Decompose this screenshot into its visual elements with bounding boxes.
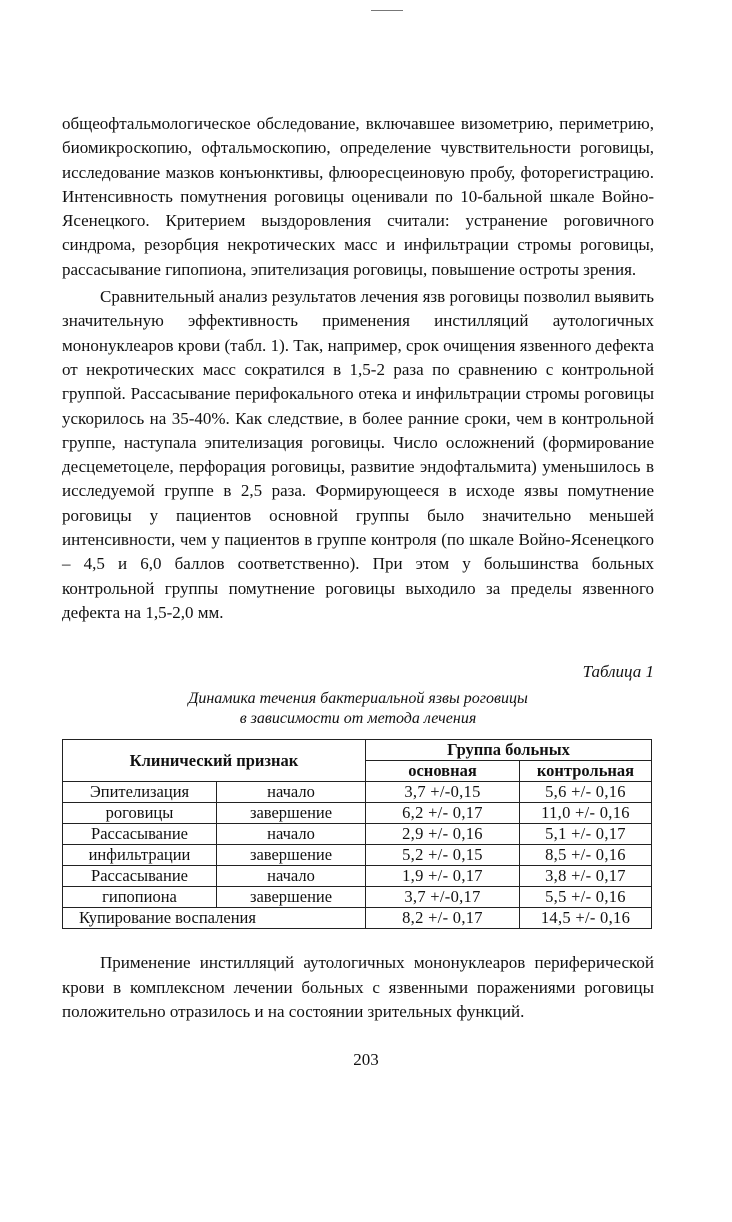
cell-control: 11,0 +/- 0,16 (520, 803, 652, 824)
table-row (63, 866, 652, 887)
cell-main: 5,2 +/- 0,15 (366, 845, 520, 866)
results-table (62, 739, 652, 929)
cell-sign: Рассасывание (63, 866, 217, 887)
header-clinical-sign: Клинический признак (63, 740, 366, 782)
paragraph-1: общеофтальмологическое обследование, включавшее визометрию, периметрию, биомикроскопию, офтальмоскопию, определение чувствительности роговицы, исследование мазков конъюнктивы, флюоресцеиновую пробу, фоторегистрацию. Интенсивность помутнения роговицы оценивали по 10-бальной шкале Войно-Ясенецкого. Критерием выздоровления считали: устранение роговичного синдрома, резорбция некротических масс и инфильтрации стромы роговицы, рассасывание гипопиона, эпителизация роговицы, повышение остроты зрения. (62, 114, 654, 279)
cell-main: 2,9 +/- 0,16 (366, 824, 520, 845)
cell-stage: завершение (217, 803, 366, 824)
cell-sign: роговицы (63, 803, 217, 824)
cell-stage: начало (217, 824, 366, 845)
cell-main: 3,7 +/-0,17 (366, 887, 520, 908)
cell-sign: Рассасывание (63, 824, 217, 845)
cell-control: 8,5 +/- 0,16 (520, 845, 652, 866)
cell-stage: завершение (217, 887, 366, 908)
cell-stage: начало (217, 866, 366, 887)
cell-sign: Эпителизация (63, 782, 217, 803)
table-row (63, 782, 652, 803)
cell-main: 6,2 +/- 0,17 (366, 803, 520, 824)
top-rule (371, 10, 403, 11)
cell-sign: инфильтрации (63, 845, 217, 866)
cell-sign: гипопиона (63, 887, 217, 908)
cell-control: 3,8 +/- 0,17 (520, 866, 652, 887)
table-header-row-1 (63, 740, 652, 761)
table-row-inflammation (63, 908, 652, 929)
cell-control: 5,1 +/- 0,17 (520, 824, 652, 845)
cell-sign: Купирование воспаления (63, 908, 366, 929)
table-row (63, 824, 652, 845)
cell-control: 5,5 +/- 0,16 (520, 887, 652, 908)
paragraph-3: Применение инстилляций аутологичных мононуклеаров периферической крови в комплексном лечении больных с язвенными поражениями роговицы положительно отразилось и на состоянии зрительных функций. (62, 953, 654, 1021)
cell-control: 14,5 +/- 0,16 (520, 908, 652, 929)
page-content (62, 112, 654, 1024)
cell-control: 5,6 +/- 0,16 (520, 782, 652, 803)
table-row (63, 845, 652, 866)
table-row (63, 803, 652, 824)
page-number: 203 (353, 1050, 379, 1069)
header-patient-group: Группа больных (366, 740, 652, 761)
table-row (63, 887, 652, 908)
paragraph-2: Сравнительный анализ результатов лечения язв роговицы позволил выявить значительную эффективность применения инстилляций аутологичных мононуклеаров крови (табл. 1). Так, например, срок очищения язвенного дефекта от некротических масс сократился в 1,5-2 раза по сравнению с контрольной группой. Рассасывание перифокального отека и инфильтрации стромы роговицы ускорилось на 35-40%. Как следствие, в более ранние сроки, чем в контрольной группе, наступала эпителизация роговицы. Число осложнений (формирование десцеметоцеле, перфорация роговицы, развитие эндофтальмита) уменьшилось в исследуемой группе в 2,5 раза. Формирующееся в исходе язвы помутнение роговицы у пациентов основной группы было значительно меньшей интенсивности, чем у пациентов в группе контроля (по шкале Войно-Ясенецкого – 4,5 и 6,0 баллов соответственно). При этом у большинства больных контрольной группы помутнение роговицы выходило за пределы язвенного дефекта на 1,5-2,0 мм. (62, 287, 654, 622)
table-title-line-2: в зависимости от метода лечения (239, 710, 477, 728)
table-title-line-1: Динамика течения бактериальной язвы роговицы (188, 690, 528, 708)
cell-main: 8,2 +/- 0,17 (366, 908, 520, 929)
cell-stage: начало (217, 782, 366, 803)
header-main-group: основная (366, 761, 520, 782)
cell-main: 1,9 +/- 0,17 (366, 866, 520, 887)
cell-main: 3,7 +/-0,15 (366, 782, 520, 803)
table-title (62, 689, 654, 729)
cell-stage: завершение (217, 845, 366, 866)
header-control-group: контрольная (520, 761, 652, 782)
table-label: Таблица 1 (582, 662, 654, 682)
